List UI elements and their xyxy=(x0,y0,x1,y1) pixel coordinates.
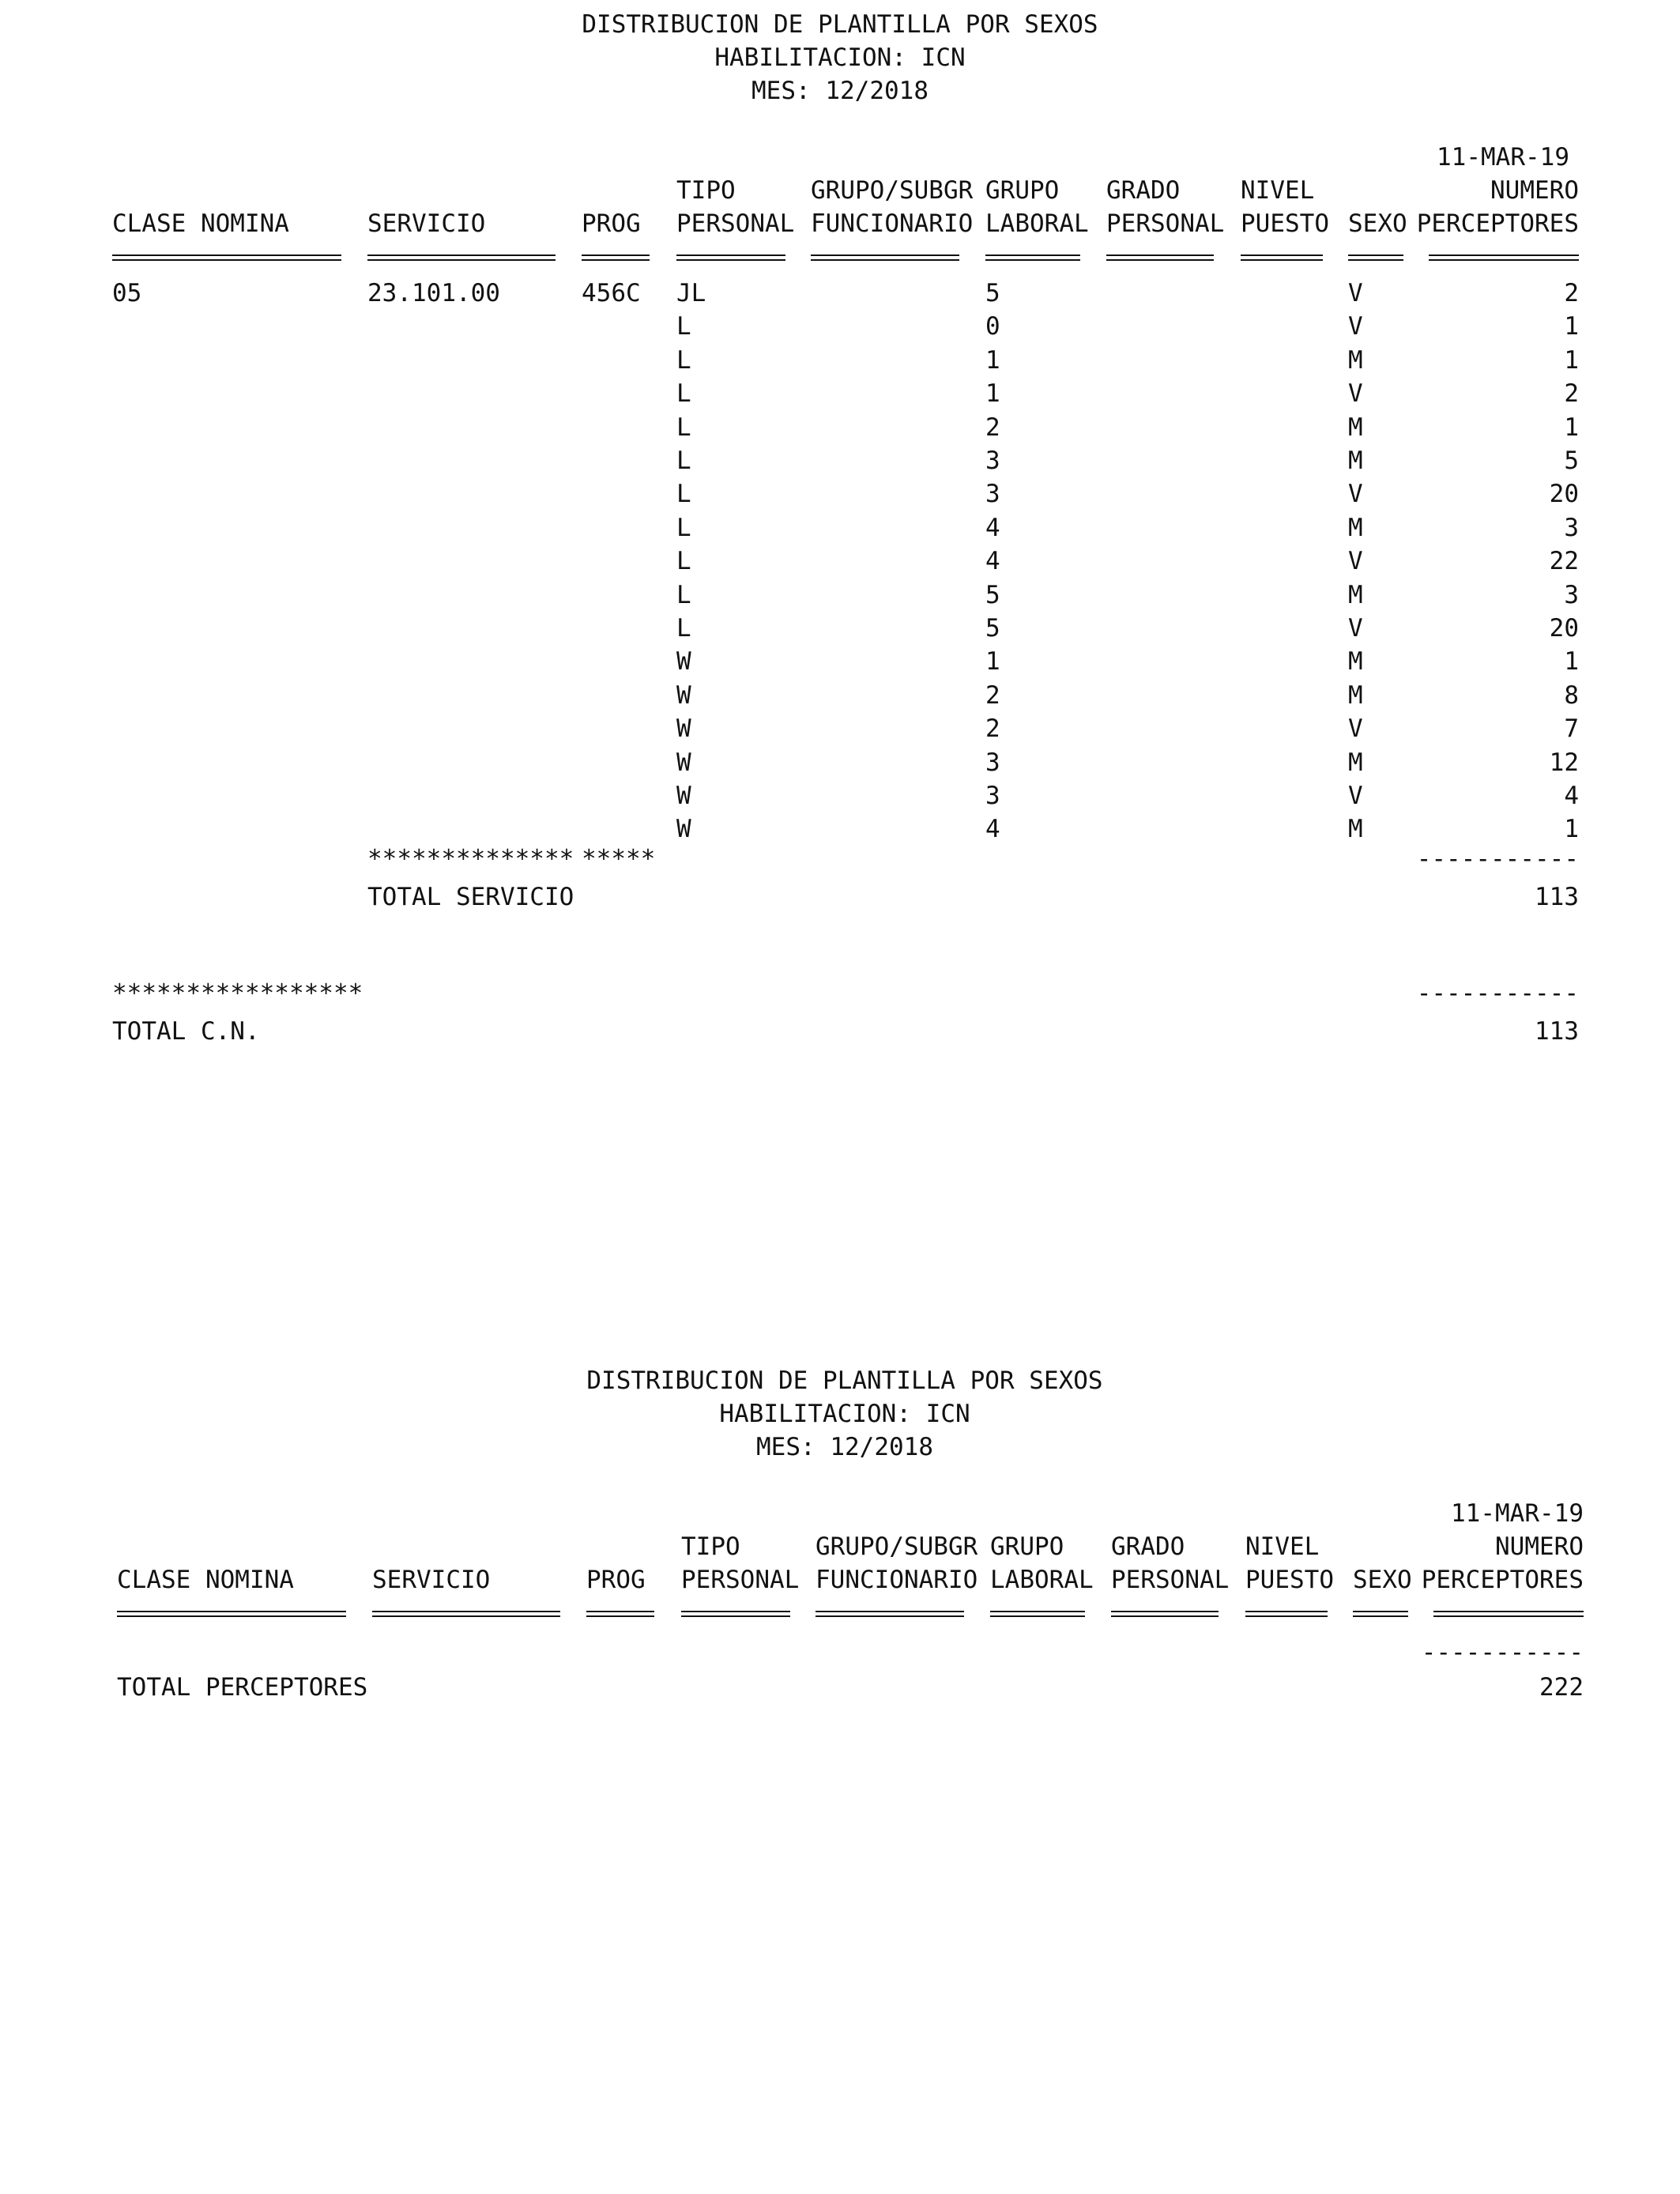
cell-sexo: M xyxy=(1348,681,1363,710)
cell-grupo-laboral: 0 xyxy=(985,312,1000,341)
cell-tipo-personal: L xyxy=(676,447,691,475)
cell-numero-perceptores: 4 xyxy=(1564,782,1579,810)
header-rule-grupo-laboral xyxy=(985,254,1080,261)
cell-sexo: M xyxy=(1348,514,1363,542)
table-row xyxy=(0,277,1680,310)
header-servicio-p2: SERVICIO xyxy=(372,1566,491,1594)
header-nivel-2: PUESTO xyxy=(1241,209,1329,238)
stars-servicio: ************** xyxy=(367,845,574,873)
cell-numero-perceptores: 3 xyxy=(1564,514,1579,542)
total-perceptores-value: 222 xyxy=(1539,1673,1584,1702)
header-sexo-p2: SEXO xyxy=(1353,1566,1412,1594)
header-grado-2: PERSONAL xyxy=(1106,209,1225,238)
header-clase-nomina-p2: CLASE NOMINA xyxy=(117,1566,294,1594)
header-rule-servicio-p2 xyxy=(372,1611,560,1617)
header-prog-p2: PROG xyxy=(586,1566,646,1594)
report-month-2: MES: 12/2018 xyxy=(756,1433,933,1461)
cell-grupo-laboral: 1 xyxy=(985,647,1000,676)
total-cn-value: 113 xyxy=(1535,1017,1579,1046)
cell-tipo-personal: W xyxy=(676,815,691,843)
header-tipo-2-p2: PERSONAL xyxy=(681,1566,800,1594)
header-grupo-laboral-1-p2: GRUPO xyxy=(990,1532,1064,1561)
cell-grupo-laboral: 4 xyxy=(985,547,1000,575)
cell-grupo-laboral: 3 xyxy=(985,748,1000,777)
header-rule-sexo-p2 xyxy=(1353,1611,1408,1617)
table-row xyxy=(0,679,1680,712)
table-row xyxy=(0,377,1680,410)
header-rule-prog xyxy=(582,254,650,261)
table-row xyxy=(0,411,1680,444)
cell-grupo-laboral: 4 xyxy=(985,514,1000,542)
table-row xyxy=(0,645,1680,678)
report-title: DISTRIBUCION DE PLANTILLA POR SEXOS xyxy=(582,10,1098,39)
cell-grupo-laboral: 3 xyxy=(985,782,1000,810)
table-row xyxy=(0,477,1680,511)
cell-sexo: V xyxy=(1348,614,1363,643)
cell-sexo: V xyxy=(1348,714,1363,743)
report-habilitacion-2: HABILITACION: ICN xyxy=(719,1400,970,1428)
header-grupo-subgr-2: FUNCIONARIO xyxy=(811,209,974,238)
total-perceptores-label: TOTAL PERCEPTORES xyxy=(117,1673,368,1702)
table-row xyxy=(0,746,1680,779)
header-grupo-laboral-2-p2: LABORAL xyxy=(990,1566,1094,1594)
total-servicio-label: TOTAL SERVICIO xyxy=(367,883,574,911)
header-grado-1: GRADO xyxy=(1106,176,1181,205)
header-numero-2: PERCEPTORES xyxy=(1416,209,1579,238)
cell-prog: 456C xyxy=(582,279,641,307)
cell-tipo-personal: L xyxy=(676,312,691,341)
header-rule-prog-p2 xyxy=(586,1611,654,1617)
cell-tipo-personal: L xyxy=(676,547,691,575)
cell-servicio: 23.101.00 xyxy=(367,279,500,307)
total-cn-label: TOTAL C.N. xyxy=(112,1017,260,1046)
cell-grupo-laboral: 2 xyxy=(985,681,1000,710)
header-tipo-1: TIPO xyxy=(676,176,736,205)
header-prog: PROG xyxy=(582,209,641,238)
cell-tipo-personal: JL xyxy=(676,279,706,307)
table-row xyxy=(0,511,1680,545)
cell-sexo: V xyxy=(1348,379,1363,408)
header-numero-1-p2: NUMERO xyxy=(1495,1532,1584,1561)
header-grupo-subgr-1: GRUPO/SUBGR xyxy=(811,176,974,205)
header-rule-numero xyxy=(1429,254,1579,261)
dashes-total-perceptores: ----------- xyxy=(1421,1638,1584,1667)
cell-grupo-laboral: 1 xyxy=(985,346,1000,375)
report-title-2: DISTRIBUCION DE PLANTILLA POR SEXOS xyxy=(586,1367,1103,1395)
header-grupo-subgr-2-p2: FUNCIONARIO xyxy=(816,1566,978,1594)
cell-grupo-laboral: 2 xyxy=(985,413,1000,442)
total-servicio-value: 113 xyxy=(1535,883,1579,911)
cell-sexo: M xyxy=(1348,413,1363,442)
header-numero-1: NUMERO xyxy=(1490,176,1579,205)
cell-sexo: V xyxy=(1348,547,1363,575)
cell-grupo-laboral: 2 xyxy=(985,714,1000,743)
table-row xyxy=(0,579,1680,612)
table-row xyxy=(0,310,1680,343)
stars-prog: ***** xyxy=(582,845,656,873)
cell-numero-perceptores: 1 xyxy=(1564,815,1579,843)
cell-sexo: V xyxy=(1348,480,1363,508)
header-grado-2-p2: PERSONAL xyxy=(1111,1566,1230,1594)
header-grupo-subgr-1-p2: GRUPO/SUBGR xyxy=(816,1532,978,1561)
cell-grupo-laboral: 5 xyxy=(985,581,1000,609)
cell-numero-perceptores: 20 xyxy=(1549,614,1579,643)
header-rule-nivel-p2 xyxy=(1245,1611,1328,1617)
table-row xyxy=(0,812,1680,846)
cell-grupo-laboral: 1 xyxy=(985,379,1000,408)
report-habilitacion: HABILITACION: ICN xyxy=(714,43,966,72)
cell-tipo-personal: W xyxy=(676,714,691,743)
header-grupo-laboral-1: GRUPO xyxy=(985,176,1060,205)
report-date: 11-MAR-19 xyxy=(1437,143,1569,172)
header-nivel-2-p2: PUESTO xyxy=(1245,1566,1334,1594)
header-rule-clase-p2 xyxy=(117,1611,346,1617)
header-sexo: SEXO xyxy=(1348,209,1407,238)
header-numero-2-p2: PERCEPTORES xyxy=(1421,1566,1584,1594)
cell-grupo-laboral: 3 xyxy=(985,480,1000,508)
cell-numero-perceptores: 2 xyxy=(1564,279,1579,307)
header-rule-tipo-p2 xyxy=(681,1611,790,1617)
cell-numero-perceptores: 22 xyxy=(1549,547,1579,575)
cell-sexo: V xyxy=(1348,312,1363,341)
cell-numero-perceptores: 20 xyxy=(1549,480,1579,508)
cell-numero-perceptores: 8 xyxy=(1564,681,1579,710)
cell-tipo-personal: L xyxy=(676,614,691,643)
header-rule-numero-p2 xyxy=(1433,1611,1584,1617)
cell-grupo-laboral: 5 xyxy=(985,614,1000,643)
header-rule-sexo xyxy=(1348,254,1403,261)
table-row xyxy=(0,545,1680,578)
cell-sexo: M xyxy=(1348,647,1363,676)
header-grupo-laboral-2: LABORAL xyxy=(985,209,1089,238)
header-rule-servicio xyxy=(367,254,556,261)
cell-sexo: M xyxy=(1348,581,1363,609)
cell-numero-perceptores: 7 xyxy=(1564,714,1579,743)
header-rule-grupo-laboral-p2 xyxy=(990,1611,1085,1617)
cell-grupo-laboral: 3 xyxy=(985,447,1000,475)
header-rule-nivel xyxy=(1241,254,1323,261)
header-rule-grado-p2 xyxy=(1111,1611,1219,1617)
table-row xyxy=(0,344,1680,377)
header-rule-grado xyxy=(1106,254,1214,261)
dashes-cn: ----------- xyxy=(1416,979,1579,1008)
report-date-2: 11-MAR-19 xyxy=(1451,1499,1584,1528)
cell-tipo-personal: L xyxy=(676,581,691,609)
header-servicio: SERVICIO xyxy=(367,209,486,238)
header-rule-tipo xyxy=(676,254,785,261)
header-nivel-1-p2: NIVEL xyxy=(1245,1532,1320,1561)
cell-tipo-personal: L xyxy=(676,346,691,375)
cell-numero-perceptores: 3 xyxy=(1564,581,1579,609)
cell-clase-nomina: 05 xyxy=(112,279,142,307)
dashes-servicio: ----------- xyxy=(1416,845,1579,873)
header-tipo-1-p2: TIPO xyxy=(681,1532,740,1561)
table-row xyxy=(0,779,1680,812)
stars-cn: ***************** xyxy=(112,979,363,1008)
header-grado-1-p2: GRADO xyxy=(1111,1532,1185,1561)
cell-tipo-personal: W xyxy=(676,681,691,710)
cell-numero-perceptores: 1 xyxy=(1564,312,1579,341)
cell-sexo: M xyxy=(1348,447,1363,475)
table-row xyxy=(0,612,1680,645)
cell-sexo: V xyxy=(1348,782,1363,810)
cell-tipo-personal: L xyxy=(676,379,691,408)
cell-numero-perceptores: 2 xyxy=(1564,379,1579,408)
cell-sexo: M xyxy=(1348,748,1363,777)
cell-tipo-personal: L xyxy=(676,413,691,442)
header-rule-grupo-subgr xyxy=(811,254,959,261)
cell-numero-perceptores: 1 xyxy=(1564,346,1579,375)
cell-sexo: M xyxy=(1348,346,1363,375)
cell-numero-perceptores: 1 xyxy=(1564,413,1579,442)
cell-numero-perceptores: 5 xyxy=(1564,447,1579,475)
cell-tipo-personal: L xyxy=(676,514,691,542)
header-rule-clase xyxy=(112,254,341,261)
table-row xyxy=(0,712,1680,745)
cell-tipo-personal: W xyxy=(676,782,691,810)
cell-numero-perceptores: 12 xyxy=(1549,748,1579,777)
header-nivel-1: NIVEL xyxy=(1241,176,1315,205)
cell-grupo-laboral: 4 xyxy=(985,815,1000,843)
cell-tipo-personal: W xyxy=(676,748,691,777)
cell-grupo-laboral: 5 xyxy=(985,279,1000,307)
cell-tipo-personal: L xyxy=(676,480,691,508)
header-rule-grupo-subgr-p2 xyxy=(816,1611,964,1617)
cell-sexo: V xyxy=(1348,279,1363,307)
header-tipo-2: PERSONAL xyxy=(676,209,795,238)
header-clase-nomina: CLASE NOMINA xyxy=(112,209,289,238)
report-month: MES: 12/2018 xyxy=(751,77,929,105)
table-row xyxy=(0,444,1680,477)
cell-numero-perceptores: 1 xyxy=(1564,647,1579,676)
cell-sexo: M xyxy=(1348,815,1363,843)
cell-tipo-personal: W xyxy=(676,647,691,676)
